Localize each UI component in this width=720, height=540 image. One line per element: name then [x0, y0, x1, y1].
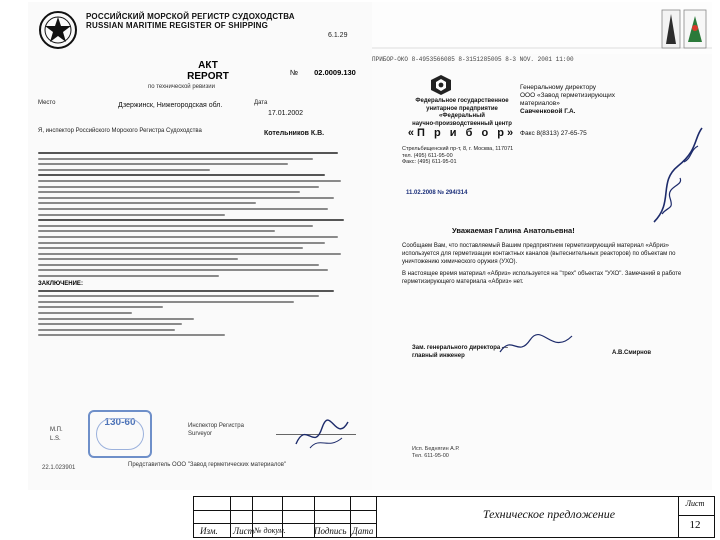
letter-paragraph-1: Сообщаем Вам, что поставляемый Вашим предприятием герметизирующий материал «Абриз» используется для герметизации контактных каналов (вытеснительных реакторов) по объектам по уничтожению химического оружия (УХО). [402, 243, 676, 265]
org-name: «П р и б о р» [407, 127, 517, 139]
date-label: Дата [254, 100, 268, 106]
act-title [178, 60, 238, 82]
date-value: 17.01.2002 [268, 110, 304, 117]
col-label-sign: Подпись [314, 526, 347, 536]
stamp-number: 130-60 [104, 417, 136, 428]
org-line-1: Федеральное государственное [415, 98, 509, 104]
org-contacts [402, 146, 522, 166]
surveyor-signature [292, 414, 352, 454]
act-subtitle: по технической ревизии [148, 84, 215, 90]
org-line-3: «Федеральный [439, 113, 485, 119]
form-code: 6.1.29 [328, 32, 348, 39]
signer-name: А.В.Смирнов [612, 350, 652, 356]
addressee-fax: Факс 8(8313) 27-65-75 [520, 130, 587, 137]
rs-header-ru: РОССИЙСКИЙ МОРСКОЙ РЕГИСТР СУДОХОДСТВА [86, 12, 295, 21]
pribor-logo-icon [430, 74, 452, 96]
addressee-block [520, 84, 650, 116]
pribor-letter-scan [372, 2, 712, 490]
conclusion-heading: ЗАКЛЮЧЕНИЕ: [38, 280, 83, 287]
col-label-date: Дата [352, 526, 374, 536]
contact-address: Стрельбищенский пр-т, 8, г. Москва, 117071 [402, 146, 514, 152]
stamp-side-label [50, 426, 63, 444]
stamp-side-en: L.S. [50, 436, 61, 442]
representative-line: Представитель ООО "Завод герметических материалов" [128, 462, 287, 468]
signer-role: Зам. генерального директора — главный инженер [412, 345, 508, 359]
signature-label-en: Surveyor [188, 431, 213, 437]
contact-phone: тел. (495) 611-95-00 [402, 152, 453, 159]
stamp-side-ru: М.П. [50, 427, 63, 433]
col-label-doc: № докум. [254, 526, 286, 535]
act-body-text [38, 152, 350, 340]
outgoing-value: 11.02.2008 № 294/314 [406, 190, 468, 196]
rs-act-scan [28, 2, 372, 490]
letter-body [402, 242, 702, 290]
tiny-code: 22.1.023901 [42, 465, 76, 471]
letter-paragraph-2: В настоящее время материал «Абриз» используется на "трех" объектах "УХО". Замечаний в работе герметизирующего материала «Абриз» нет. [402, 271, 682, 285]
drawing-title-block [193, 496, 715, 538]
addressee-name: Савченковой Г.А. [520, 108, 576, 115]
executor-name: Исп. Беднягин А.Р. [412, 446, 460, 452]
signer-signature [496, 330, 576, 360]
surveyor-label: Я, инспектор Российского Морского Регистра Судоходства [38, 128, 202, 134]
addressee-company: ООО «Завод герметизирующих материалов» [520, 92, 616, 107]
place-value: Дзержинск, Нижегородская обл. [118, 102, 223, 109]
act-number [290, 68, 356, 77]
act-title-en: REPORT [187, 71, 229, 82]
col-label-izm: Изм. [200, 526, 218, 536]
fax-header-line: ПРИБОР-ОКО 8-4953566085 8-3151285005 8-3 NOV. 2001 11:00 [372, 56, 574, 63]
rs-header [86, 12, 326, 30]
col-label-list: Лист [233, 526, 255, 536]
document-title: Техническое предложение [482, 507, 616, 521]
sheet-label: Лист [685, 499, 705, 508]
addressee-role: Генеральному директору [520, 84, 596, 91]
surveyor-name: Котельников К.В. [264, 130, 325, 137]
surveyor-signature-label [188, 422, 278, 438]
act-number-label: № [290, 68, 299, 77]
sheet-number: 12 [689, 519, 701, 531]
outgoing-number [406, 190, 467, 196]
signature-label-ru: Инспектор Регистра [188, 423, 244, 429]
pribor-org-header [402, 98, 522, 138]
letter-greeting: Уважаемая Галина Анатольевна! [452, 226, 575, 235]
rs-header-en: RUSSIAN MARITIME REGISTER OF SHIPPING [86, 21, 269, 30]
contact-fax: Факс: (495) 611-95-01 [402, 159, 457, 165]
act-number-value: 02.0009.130 [314, 68, 356, 77]
rs-register-logo-icon [38, 10, 78, 50]
registry-stamp [88, 410, 152, 458]
executor-phone: Тел. 611-95-00 [412, 453, 449, 459]
org-line-2: унитарное предприятие [426, 105, 498, 112]
corner-logos-icon [660, 6, 708, 52]
executor-info [412, 446, 460, 460]
handwritten-resolution [644, 122, 710, 232]
org-line-4: научно-производственный центр [412, 120, 512, 127]
act-title-ru: АКТ [198, 60, 218, 71]
place-label: Место [38, 100, 56, 106]
